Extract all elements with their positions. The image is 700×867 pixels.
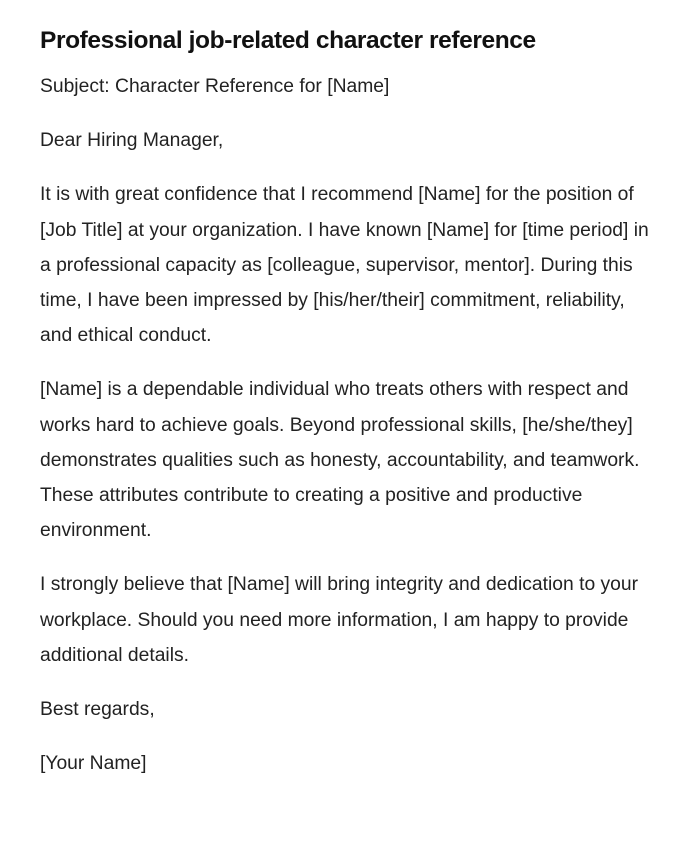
document-page bbox=[40, 24, 650, 781]
body-paragraph-3: I strongly believe that [Name] will bring integrity and dedication to your workplace. Should you need more information, I am happy to provide additional details. bbox=[40, 574, 639, 666]
salutation: Dear Hiring Manager, bbox=[40, 130, 224, 152]
subject-line: Subject: Character Reference for [Name] bbox=[40, 76, 390, 97]
closing: Best regards, bbox=[40, 699, 155, 721]
signature: [Your Name] bbox=[40, 753, 147, 775]
body-paragraph-1: It is with great confidence that I recommend [Name] for the position of [Job Title] at your organization. I have known [Name] for [time period] in a professional capacity as [colleague, supervisor, mentor]. During this time, I have been impressed by [his/her/their] commitment, reliability, and ethical conduct. bbox=[40, 184, 649, 347]
document-title: Professional job-related character reference bbox=[40, 27, 536, 54]
body-paragraph-2: [Name] is a dependable individual who treats others with respect and works hard to achieve goals. Beyond professional skills, [he/she/they] demonstrates qualities such as honesty, accountability, and teamwork. These attributes contribute to creating a positive and productive environment. bbox=[40, 379, 640, 542]
